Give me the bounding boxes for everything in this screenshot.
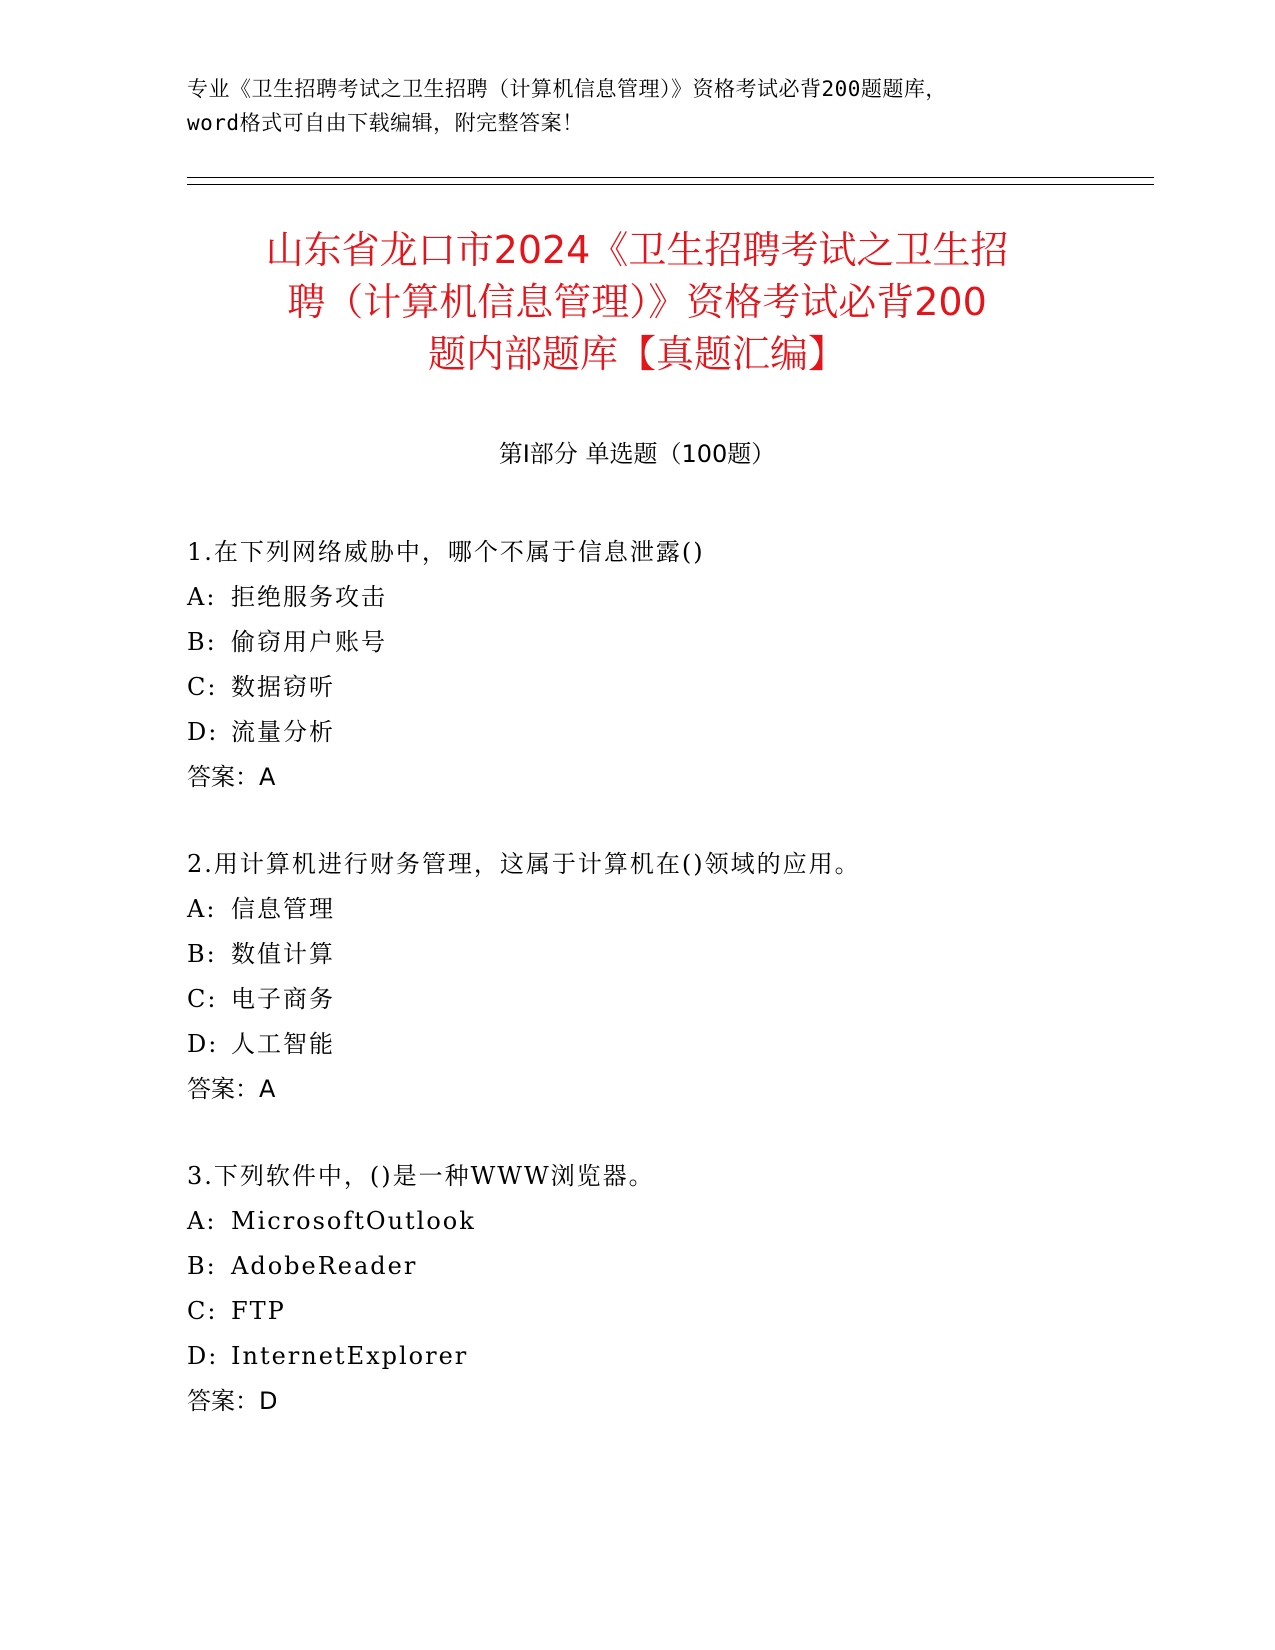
option-text: AdobeReader xyxy=(231,1252,418,1280)
option-a xyxy=(187,887,1087,932)
option-a xyxy=(187,1199,1087,1244)
option-text: FTP xyxy=(231,1297,286,1325)
option-d xyxy=(187,1022,1087,1067)
option-d xyxy=(187,1334,1087,1379)
document-title-line-3: 题内部题库【真题汇编】 xyxy=(427,332,846,376)
option-prefix: A: xyxy=(187,895,217,923)
option-b xyxy=(187,620,1087,665)
document-title-line-2: 聘（计算机信息管理）》资格考试必背200 xyxy=(287,280,987,324)
option-prefix: B: xyxy=(187,1252,217,1280)
option-b xyxy=(187,932,1087,977)
header-note xyxy=(187,72,1087,140)
option-b xyxy=(187,1244,1087,1289)
header-rule-top xyxy=(187,177,1154,178)
question-2 xyxy=(187,842,1087,1112)
question-3 xyxy=(187,1154,1087,1424)
header-note-line-1: 专业《卫生招聘考试之卫生招聘（计算机信息管理）》资格考试必背200题题库， xyxy=(187,77,947,101)
option-d xyxy=(187,710,1087,755)
header-rule-bottom xyxy=(187,184,1154,185)
option-prefix: B: xyxy=(187,628,217,656)
option-prefix: B: xyxy=(187,940,217,968)
answer: 答案：A xyxy=(187,1075,276,1103)
answer: 答案：D xyxy=(187,1387,278,1415)
section-heading: 第Ⅰ部分 单选题（100题） xyxy=(498,440,776,468)
question-1 xyxy=(187,530,1087,800)
option-prefix: C: xyxy=(187,985,218,1013)
option-c xyxy=(187,1289,1087,1334)
option-text: MicrosoftOutlook xyxy=(231,1207,476,1235)
document-title xyxy=(187,224,1087,380)
document-title-line-1: 山东省龙口市2024《卫生招聘考试之卫生招 xyxy=(265,228,1009,272)
option-text: 拒绝服务攻击 xyxy=(231,583,387,611)
answer: 答案：A xyxy=(187,763,276,791)
header-note-line-2: word格式可自由下载编辑，附完整答案！ xyxy=(187,111,584,135)
option-text: 人工智能 xyxy=(231,1030,335,1058)
option-text: 信息管理 xyxy=(231,895,335,923)
option-prefix: D: xyxy=(187,1030,219,1058)
option-prefix: C: xyxy=(187,1297,218,1325)
option-text: 电子商务 xyxy=(231,985,335,1013)
option-prefix: D: xyxy=(187,718,219,746)
option-text: InternetExplorer xyxy=(231,1342,469,1370)
option-text: 数据窃听 xyxy=(231,673,335,701)
question-list xyxy=(187,530,1087,1466)
option-prefix: C: xyxy=(187,673,218,701)
option-text: 偷窃用户账号 xyxy=(231,628,387,656)
option-text: 流量分析 xyxy=(231,718,335,746)
question-stem: 2.用计算机进行财务管理，这属于计算机在()领域的应用。 xyxy=(187,850,861,878)
option-c xyxy=(187,977,1087,1022)
option-text: 数值计算 xyxy=(231,940,335,968)
option-prefix: A: xyxy=(187,1207,217,1235)
option-c xyxy=(187,665,1087,710)
question-stem: 1.在下列网络威胁中，哪个不属于信息泄露() xyxy=(187,538,705,566)
option-prefix: D: xyxy=(187,1342,219,1370)
option-prefix: A: xyxy=(187,583,217,611)
option-a xyxy=(187,575,1087,620)
question-stem: 3.下列软件中，()是一种WWW浏览器。 xyxy=(187,1162,655,1190)
